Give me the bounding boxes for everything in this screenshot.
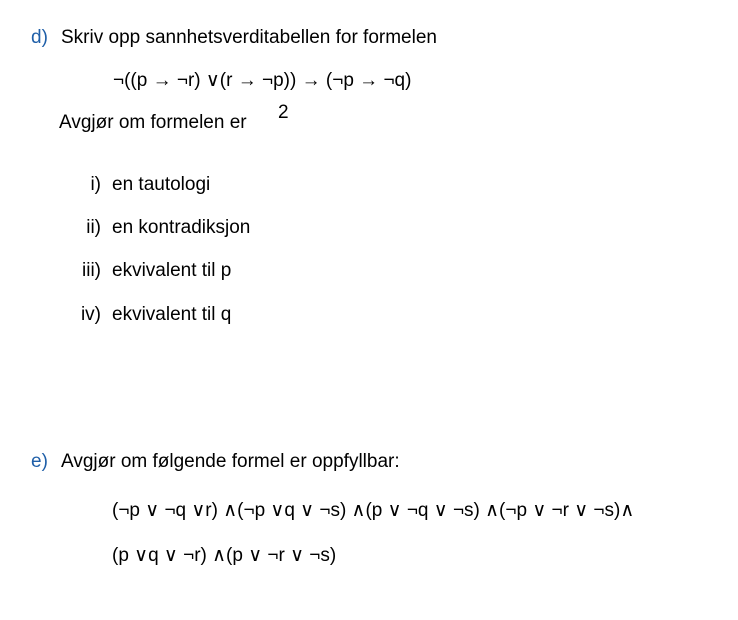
option-iv-text: ekvivalent til q — [112, 304, 232, 325]
part-d-label: d) — [31, 27, 48, 48]
part-e-formula-line-2: (p ∨q ∨ ¬r) ∧(p ∨ ¬r ∨ ¬s) — [112, 545, 337, 566]
option-i-text: en tautologi — [112, 174, 211, 195]
part-d-question: Avgjør om formelen er — [59, 112, 247, 133]
option-iii-text: ekvivalent til p — [112, 260, 232, 281]
option-iii-numeral: iii) — [82, 260, 101, 281]
part-d-formula: ¬((p → ¬r) ∨(r → ¬p)) → (¬p → ¬q) — [113, 70, 412, 91]
footnote-superscript: 2 — [278, 102, 289, 123]
option-ii-numeral: ii) — [86, 217, 101, 238]
option-ii-text: en kontradiksjon — [112, 217, 251, 238]
part-e-instruction: Avgjør om følgende formel er oppfyllbar: — [61, 451, 400, 472]
part-e-label: e) — [31, 451, 48, 472]
option-iv-numeral: iv) — [80, 304, 101, 325]
option-i-numeral: i) — [90, 174, 101, 195]
part-e-formula-line-1: (¬p ∨ ¬q ∨r) ∧(¬p ∨q ∨ ¬s) ∧(p ∨ ¬q ∨ ¬s) ∧(¬p ∨ ¬r ∨ ¬s)∧ — [112, 500, 635, 521]
part-d-instruction: Skriv opp sannhetsverditabellen for formelen — [61, 27, 437, 48]
